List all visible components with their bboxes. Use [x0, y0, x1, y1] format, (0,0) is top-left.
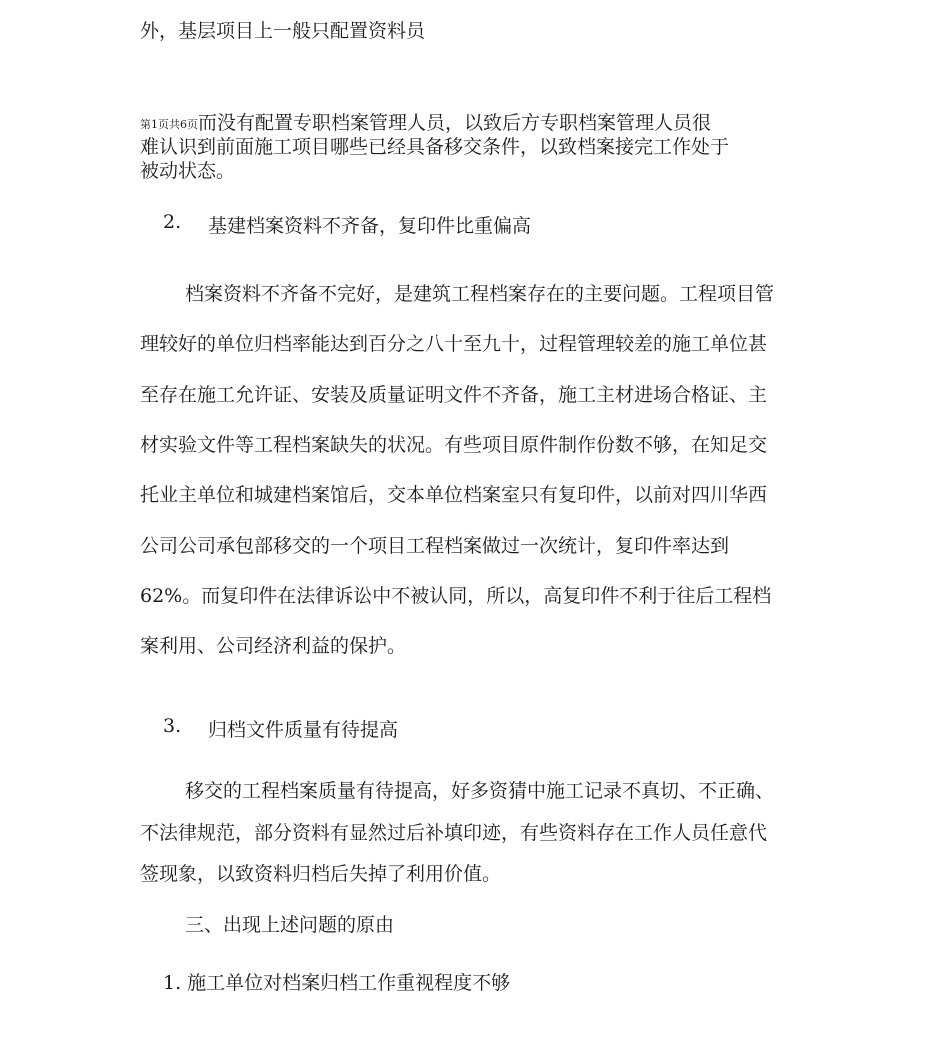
- para1-line1-text: 而没有配置专职档案管理人员，以致后方专职档案管理人员很: [198, 112, 712, 134]
- para3-line: 移交的工程档案质量有待提高，好多资猜中施工记录不真切、不正确、: [185, 780, 775, 802]
- para2-line: 理较好的单位归档率能达到百分之八十至九十，过程管理较差的施工单位甚: [140, 333, 768, 355]
- para1-line2: 难认识到前面施工项目哪些已经具备移交条件，以致档案接完工作处于: [140, 136, 730, 158]
- heading-3-text: 归档文件质量有待提高: [208, 719, 399, 741]
- para2-line: 材实验文件等工程档案缺失的状况。有些项目原件制作份数不够，在知足交: [140, 434, 768, 456]
- heading-2-text: 基建档案资料不齐备，复印件比重偏高: [208, 215, 532, 237]
- para1-line3: 被动状态。: [140, 160, 236, 182]
- para2-line: 62%。而复印件在法律诉讼中不被认同，所以，高复印件不利于往后工程档: [140, 585, 772, 607]
- para1-line1: [140, 108, 711, 135]
- section-3-heading: 三、出现上述问题的原由: [185, 914, 395, 936]
- list-item-1: 1. 施工单位对档案归档工作重视程度不够: [163, 972, 511, 994]
- para2-line: 案利用、公司经济利益的保护。: [140, 635, 407, 657]
- heading-2-number: 2.: [163, 211, 182, 233]
- para2-line: 托业主单位和城建档案馆后，交本单位档案室只有复印件，以前对四川华西: [140, 484, 768, 506]
- heading-3-number: 3.: [163, 715, 182, 737]
- para3-line: 不法律规范，部分资料有显然过后补填印迹，有些资料存在工作人员任意代: [140, 822, 768, 844]
- page-marker: 第1页共6页: [140, 118, 198, 131]
- para3-line: 签现象，以致资料归档后失掉了利用价值。: [140, 863, 502, 885]
- top-line: 外，基层项目上一般只配置资料员: [140, 20, 426, 42]
- para2-line: 档案资料不齐备不完好，是建筑工程档案存在的主要问题。工程项目管: [185, 283, 775, 305]
- para2-line: 公司公司承包部移交的一个项目工程档案做过一次统计，复印件率达到: [140, 535, 730, 557]
- para2-line: 至存在施工允许证、安装及质量证明文件不齐备，施工主材进场合格证、主: [140, 384, 768, 406]
